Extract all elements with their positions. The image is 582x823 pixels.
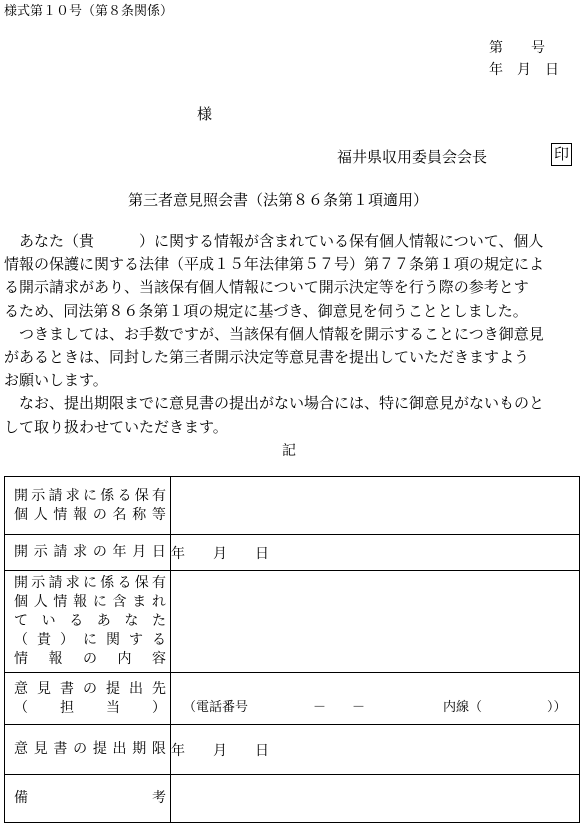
body-line: なお、提出期限までに意見書の提出がない場合には、特に御意見がないものと [4, 394, 545, 413]
value-info-name[interactable] [171, 477, 580, 535]
row-label-request-date [5, 535, 171, 571]
table-row [5, 571, 580, 673]
value-request-date[interactable]: 年 月 日 [171, 535, 580, 571]
value-remarks[interactable] [171, 775, 580, 823]
body-line: して取り扱わせていただきます。 [4, 417, 228, 436]
document-date: 年 月 日 [489, 62, 559, 78]
form-number: 様式第１０号（第８条関係） [4, 4, 174, 19]
label-line: （ 貴 ） に 関 す る [14, 632, 166, 648]
row-label-remarks [5, 775, 171, 823]
body-line: るため、同法第８６条第１項の規定に基づき、御意見を伺うこととしました。 [4, 301, 528, 320]
table-row [5, 725, 580, 775]
addressee: 様 [197, 105, 213, 123]
body-line: る開示請求があり、当該保有個人情報について開示決定等を行う際の参考とす [4, 278, 529, 297]
label-line: 意 見 書 の 提 出 期 限 [14, 741, 166, 757]
label-line: 個 人 情 報 の 名 称 等 [14, 506, 166, 523]
label-line: 個 人 情 報 に 含 ま れ [14, 594, 166, 610]
label-line: 開 示 請 求 の 年 月 日 [14, 544, 166, 560]
body-line: あなた（貴 ）に関する情報が含まれている保有個人情報について、個人 [4, 232, 544, 250]
document-number: 第 号 [489, 40, 545, 56]
label-line: 備 考 [14, 790, 166, 806]
body-line: 情報の保護に関する法律（平成１５年法律第５７号）第７７条第１項の規定によ [4, 255, 545, 274]
label-line: （ 担 当 ） [14, 699, 166, 716]
value-info-content[interactable] [171, 571, 580, 673]
label-line: 情 報 の 内 容 [14, 651, 166, 667]
table-row [5, 673, 580, 725]
seal-stamp: 印 [551, 143, 572, 166]
row-label-deadline [5, 725, 171, 775]
body-text [4, 230, 580, 439]
body-line: つきましては、お手数ですが、当該保有個人情報を開示することにつき御意見 [4, 324, 544, 343]
body-line: お願いします。 [4, 371, 108, 390]
table-row [5, 535, 580, 571]
label-line: 意 見 書 の 提 出 先 [14, 680, 166, 697]
row-label-info-content [5, 571, 171, 673]
body-line: があるときは、同封した第三者開示決定等意見書を提出していただきますよう [4, 348, 530, 367]
table-row [5, 775, 580, 823]
label-line: 開 示 請 求 に 係 る 保 有 [14, 575, 166, 591]
label-line: て い る あ な た [14, 613, 166, 629]
row-label-submit-to [5, 673, 171, 725]
ki-heading: 記 [282, 443, 296, 459]
value-submit-to[interactable]: （電話番号 － － 内線（ ）） [171, 673, 580, 725]
table-row [5, 477, 580, 535]
sender-name: 福井県収用委員会会長 [337, 148, 488, 166]
row-label-info-name [5, 477, 171, 535]
document-title: 第三者意見照会書（法第８６条第１項適用） [128, 191, 429, 209]
value-deadline[interactable]: 年 月 日 [171, 725, 580, 775]
info-table [4, 476, 580, 823]
label-line: 開 示 請 求 に 係 る 保 有 [14, 487, 166, 504]
